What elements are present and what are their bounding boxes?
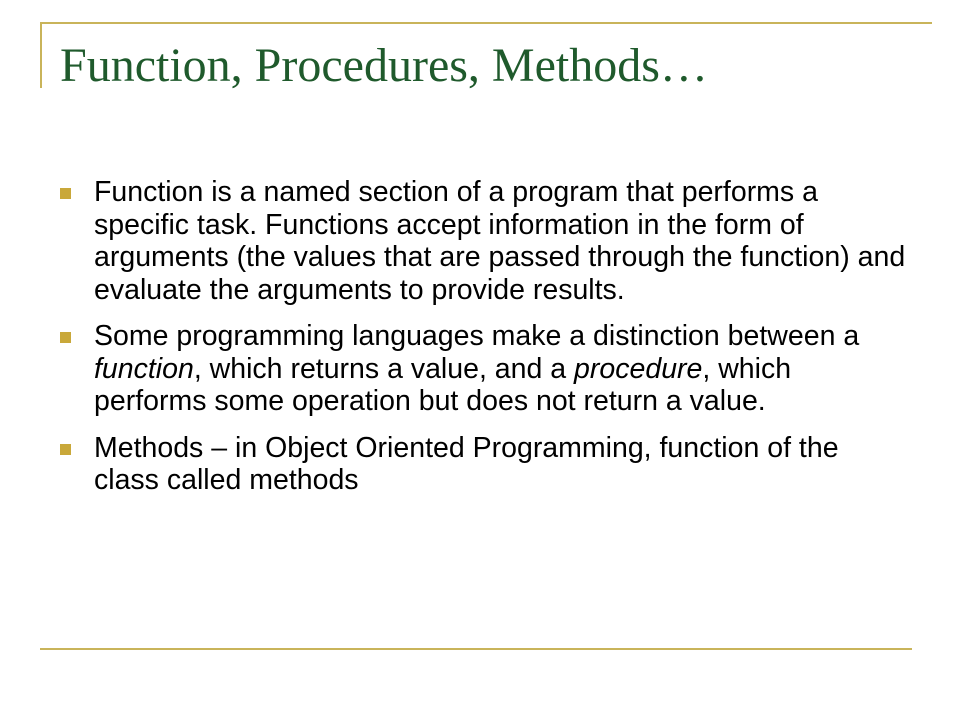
bullet-text-segment: Some programming languages make a distinction between a: [94, 320, 860, 352]
bullet-text: [94, 176, 910, 306]
square-bullet-icon: [60, 332, 71, 343]
top-divider-line: [40, 22, 932, 24]
bullet-item-methods: [60, 432, 910, 497]
square-bullet-icon: [60, 188, 71, 199]
bullet-item-function-vs-procedure: [60, 320, 910, 418]
bullet-item-function-definition: [60, 176, 910, 306]
bullet-list: [60, 176, 910, 511]
left-accent-line: [40, 22, 42, 88]
bullet-text: [94, 432, 910, 497]
italic-term-function: function: [94, 352, 194, 385]
bottom-divider-line: [40, 648, 912, 650]
square-bullet-icon: [60, 444, 71, 455]
italic-term-procedure: procedure: [574, 352, 703, 385]
bullet-text-segment: , which performs some operation but does not return a value.: [94, 352, 792, 417]
slide-title: Function, Procedures, Methods…: [60, 39, 708, 92]
bullet-text: [94, 320, 910, 418]
bullet-text-segment: Function is a named section of a program that performs a specific task. Functions accept information in the form of arguments (the values that are passed through the function) and evaluate the arguments to provide results.: [94, 176, 906, 306]
bullet-text-segment: Methods – in Object Oriented Programming, function of the class called methods: [94, 431, 839, 496]
bullet-text-segment: , which returns a value, and a: [193, 352, 575, 385]
